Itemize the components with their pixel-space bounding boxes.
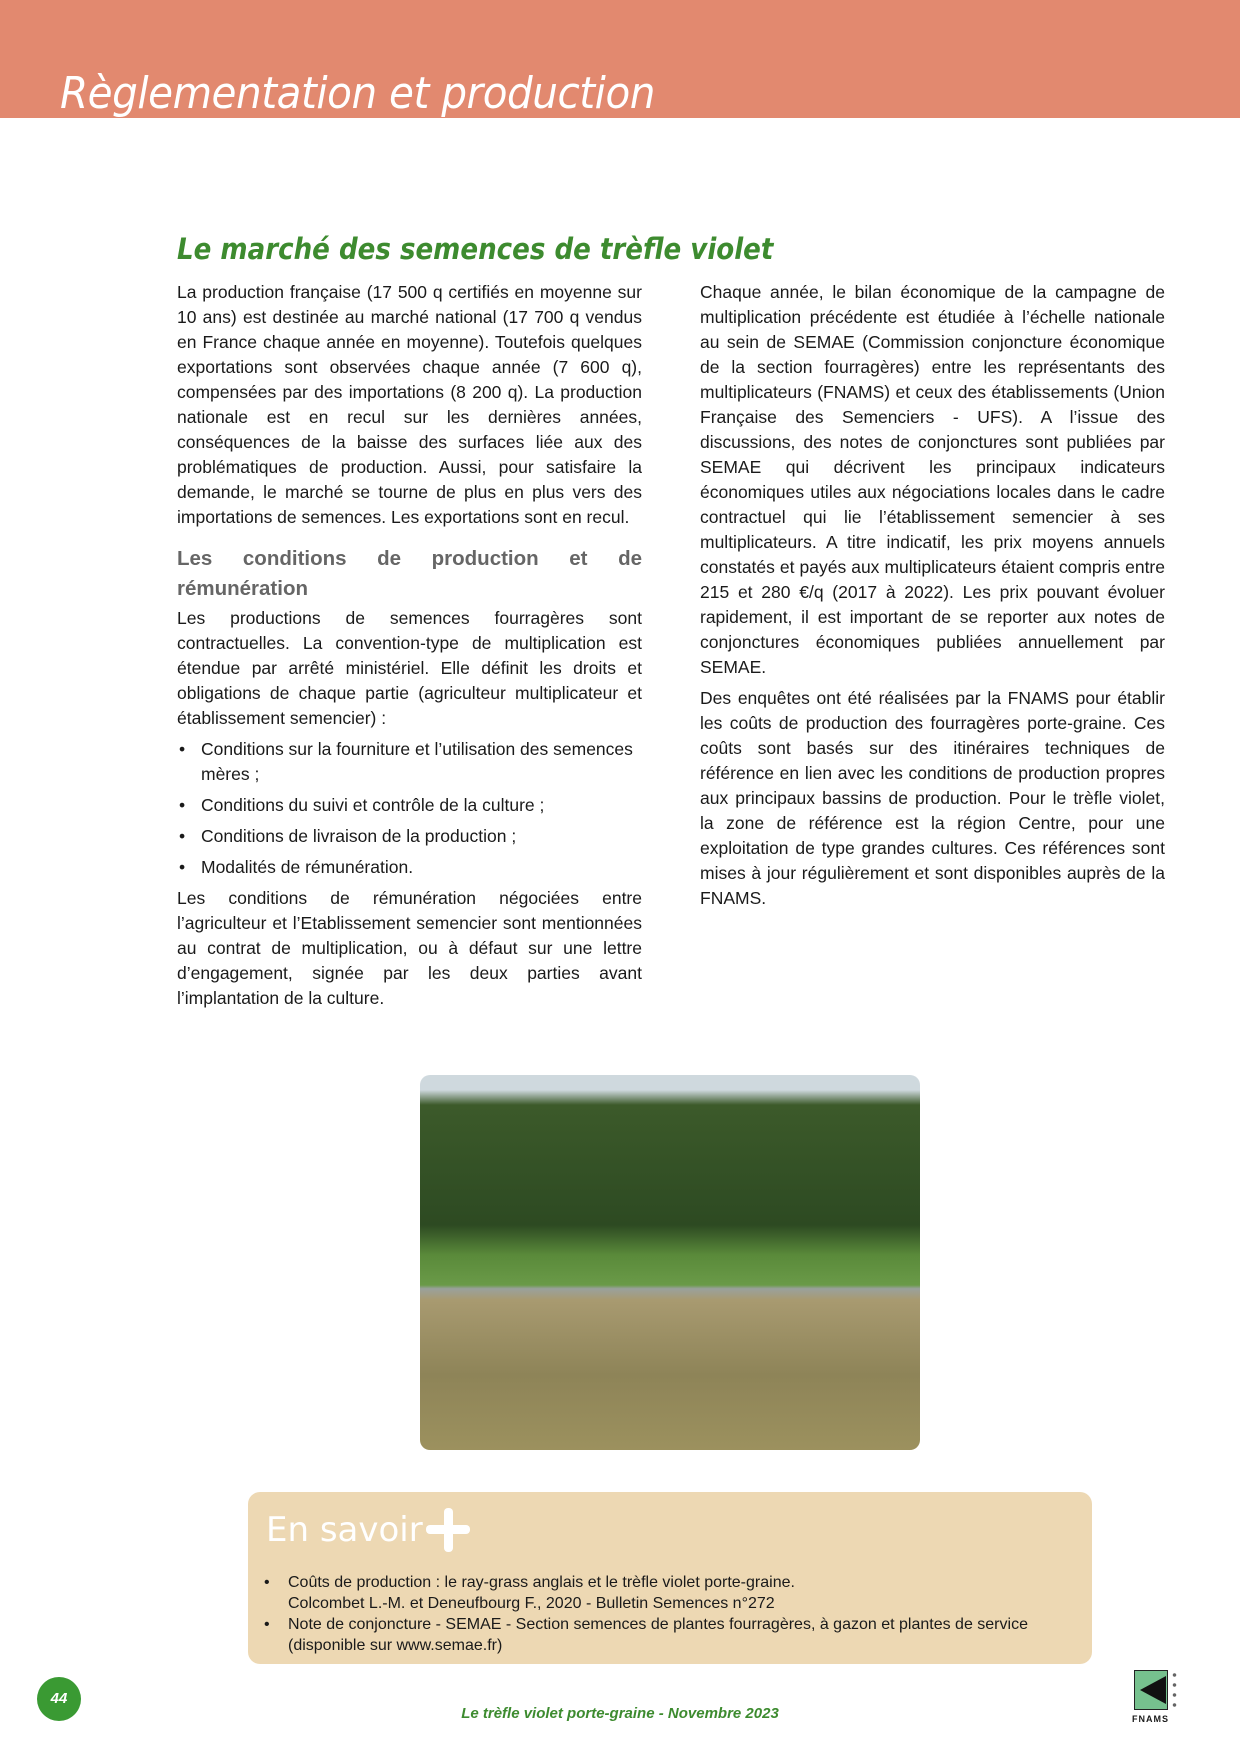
paragraph: Chaque année, le bilan économique de la campagne de multiplication précédente est étudiée à l’échelle nationale au sein de SEMAE (Commission conjoncture économique de la section fourragères) entre les représentants des multiplicateurs (FNAMS) et ceux des établissements (Union Française des Semenciers - UFS). A l’issue des discussions, des notes de conjonctures sont publiées par SEMAE qui décrivent les principaux indicateurs économiques utiles aux négociations locales dans le cadre contractuel qui lie l’établissement semencier à ses multiplicateurs. A titre indicatif, les prix moyens annuels constatés et payés aux multiplicateurs étaient compris entre 215 et 280 €/q (2017 à 2022). Les prix pouvant évoluer rapidement, il est important de se reporter aux notes de conjonctures économiques publiées annuellement par SEMAE. [700, 282, 1165, 677]
conditions-list [177, 737, 642, 880]
article-title: Le marché des semences de trèfle violet [177, 232, 774, 266]
fnams-logo [1134, 1670, 1180, 1724]
list-item: • Modalités de rémunération. [177, 855, 642, 880]
reference-item: • Note de conjoncture - SEMAE - Section semences de plantes fourragères, à gazon et plantes de service (disponible sur www.semae.fr) [262, 1614, 1062, 1656]
list-item: • Conditions du suivi et contrôle de la culture ; [177, 793, 642, 818]
right-column [700, 280, 1165, 917]
paragraph: Les productions de semences fourragères sont contractuelles. La convention-type de multiplication est étendue par arrêté ministériel. Elle définit les droits et obligations de chaque partie (agriculteur multiplicateur et établissement semencier) : [177, 608, 642, 728]
field-tractor-photo [420, 1075, 920, 1450]
references-list [262, 1572, 1062, 1656]
logo-text: FNAMS [1132, 1714, 1169, 1724]
section-title: Règlementation et production [60, 68, 655, 119]
section-banner [0, 0, 1240, 118]
left-column [177, 280, 642, 1017]
list-item: • Conditions de livraison de la production ; [177, 824, 642, 849]
list-item: • Conditions sur la fourniture et l’utilisation des semences mères ; [177, 737, 642, 787]
plus-icon [426, 1508, 470, 1552]
paragraph: Les conditions de rémunération négociées entre l’agriculteur et l’Etablissement semencier sont mentionnées au contrat de multiplication, ou à défaut sur une lettre d’engagement, signée par les deux parties avant l’implantation de la culture. [177, 888, 642, 1008]
reference-item: • Coûts de production : le ray-grass anglais et le trèfle violet porte-graine. Colcombet L.-M. et Deneufbourg F., 2020 - Bulletin Semences n°272 [262, 1572, 1062, 1614]
page-number: 44 [37, 1677, 81, 1721]
publication-footer: Le trèfle violet porte-graine - Novembre 2023 [461, 1705, 779, 1722]
paragraph: Des enquêtes ont été réalisées par la FNAMS pour établir les coûts de production des fourragères porte-graine. Ces coûts sont basés sur des itinéraires techniques de référence en lien avec les conditions de production propres aux principaux bassins de production. Pour le trèfle violet, la zone de référence est la région Centre, pour une exploitation de type grandes cultures. Ces références sont mises à jour régulièrement et sont disponibles auprès de la FNAMS. [700, 688, 1165, 908]
paragraph: La production française (17 500 q certifiés en moyenne sur 10 ans) est destinée au marché national (17 700 q vendus en France chaque année en moyenne). Toutefois quelques exportations sont observées chaque année (7 600 q), compensées par des importations (8 200 q). La production nationale est en recul sur les dernières années, conséquences de la baisse des surfaces liée aux des problématiques de production. Aussi, pour satisfaire la demande, le marché se tourne de plus en plus vers des importations de semences. Les exportations sont en recul. [177, 282, 642, 527]
subtitle: Les conditions de production et de rémunération [177, 547, 642, 600]
en-savoir-plus-box [248, 1492, 1092, 1664]
box-title: En savoir [266, 1510, 423, 1550]
